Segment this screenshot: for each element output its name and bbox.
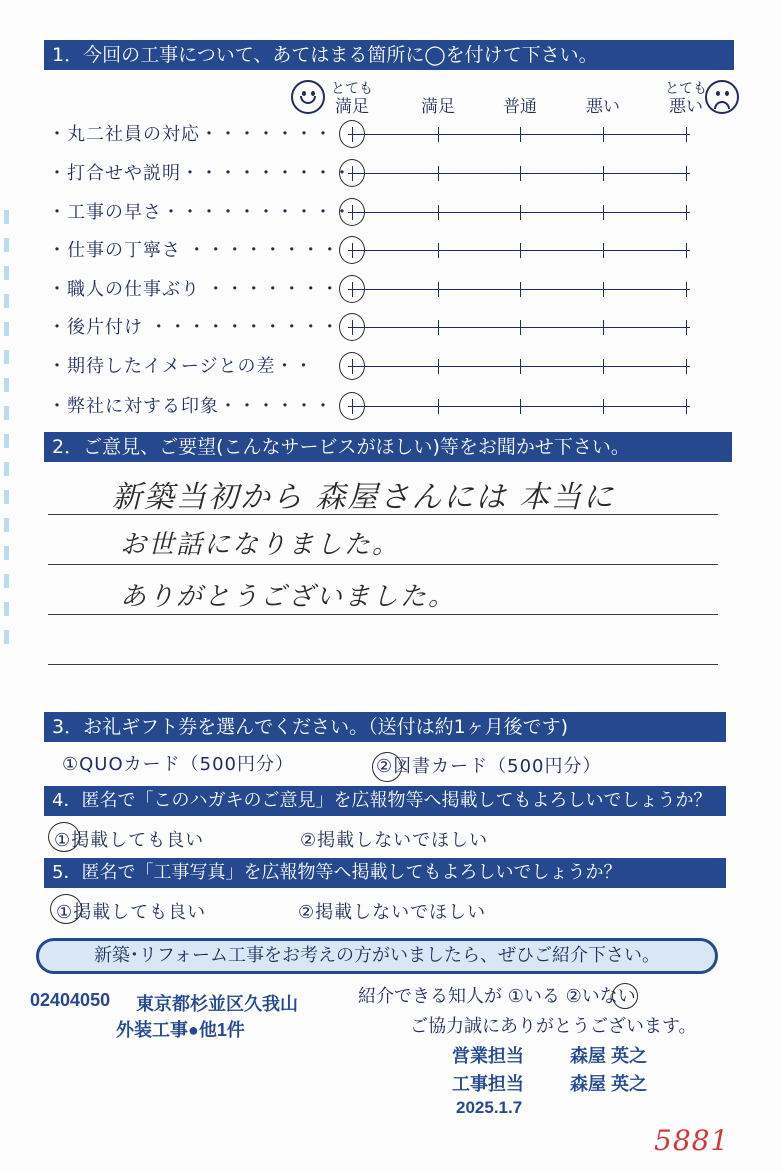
selection-circle [339, 236, 365, 264]
rating-tick-5[interactable] [686, 359, 687, 374]
photo-publish-no[interactable]: ②掲載しないでほしい [298, 902, 487, 923]
referral-question: 紹介できる知人が ①いる ②いない [358, 986, 636, 1007]
section3-heading: 3．お礼ギフト券を選んでください。（送付は約1ヶ月後です) [44, 712, 726, 742]
rating-tick-5[interactable] [686, 127, 687, 142]
rating-scale-line [348, 134, 690, 135]
rating-row [48, 392, 738, 422]
selection-circle [339, 352, 365, 380]
rating-tick-5[interactable] [686, 399, 687, 414]
scale-label: 満足 [421, 97, 455, 117]
rating-scale-line [348, 289, 690, 290]
works-name: 森屋 英之 [570, 1074, 648, 1094]
selection-circle [339, 313, 365, 341]
rating-tick-4[interactable] [603, 399, 604, 414]
selection-circle [339, 275, 365, 303]
rating-tick-3[interactable] [520, 127, 521, 142]
smiley-face-icon [291, 80, 325, 114]
gift-option-quo[interactable]: ①QUOカード（500円分） [62, 754, 295, 775]
rating-tick-3[interactable] [520, 243, 521, 258]
comment-publish-yes[interactable]: ①掲載しても良い [54, 830, 205, 851]
selection-circle [48, 822, 80, 852]
rating-scale-line [348, 173, 690, 174]
selection-circle [339, 198, 365, 226]
rating-tick-2[interactable] [438, 127, 439, 142]
rating-scale-line [348, 250, 690, 251]
comment-publish-no[interactable]: ②掲載しないでほしい [300, 830, 489, 851]
rating-question-label: ・職人の仕事ぶり ・・・・・・・ [48, 279, 340, 300]
section1-heading: 1．今回の工事について、あてはまる箇所に◯を付けて下さい。 [44, 40, 734, 70]
selection-circle [372, 752, 402, 782]
handwritten-comment-line3: ありがとうございました。 [120, 582, 457, 612]
edge-decoration [4, 210, 14, 730]
rating-row [48, 198, 738, 228]
works-label: 工事担当 [452, 1074, 524, 1094]
rating-question-label: ・期待したイメージとの差・・ [48, 356, 314, 377]
handwritten-comment-line1: 新築当初から 森屋さんには 本当に [112, 480, 616, 515]
selection-circle [339, 392, 365, 420]
rating-tick-3[interactable] [520, 359, 521, 374]
rating-tick-4[interactable] [603, 320, 604, 335]
rating-row [48, 159, 738, 189]
rating-row [48, 275, 738, 305]
rating-tick-3[interactable] [520, 399, 521, 414]
rating-tick-2[interactable] [438, 243, 439, 258]
rating-tick-4[interactable] [603, 243, 604, 258]
rating-scale-line [348, 212, 690, 213]
rating-row [48, 313, 738, 343]
rating-tick-3[interactable] [520, 205, 521, 220]
sales-name: 森屋 英之 [570, 1046, 648, 1066]
section4-heading: 4．匿名で「このハガキのご意見」を広報物等へ掲載してもよろしいでしょうか？ [44, 786, 726, 816]
rating-tick-2[interactable] [438, 399, 439, 414]
sales-label: 営業担当 [452, 1046, 524, 1066]
rating-question-label: ・丸二社員の対応・・・・・・・ [48, 124, 333, 145]
section2-heading: 2．ご意見、ご要望(こんなサービスがほしい)等をお聞かせ下さい。 [44, 432, 732, 462]
record-work: 外装工事●他1件 [116, 1020, 245, 1040]
selection-circle [339, 120, 365, 148]
selection-circle [50, 894, 82, 924]
rating-question-label: ・工事の早さ・・・・・・・・・・ [48, 202, 352, 223]
rating-tick-4[interactable] [603, 166, 604, 181]
handwritten-number-stamp: 5881 [654, 1124, 730, 1157]
rating-scale-line [348, 406, 690, 407]
rating-question-label: ・後片付け ・・・・・・・・・・ [48, 317, 340, 338]
selection-circle [612, 983, 638, 1009]
rating-tick-4[interactable] [603, 359, 604, 374]
ruled-line [48, 614, 718, 615]
scale-label: 悪い [586, 97, 620, 117]
rating-tick-2[interactable] [438, 282, 439, 297]
rating-tick-5[interactable] [686, 166, 687, 181]
rating-row [48, 236, 738, 266]
rating-tick-4[interactable] [603, 127, 604, 142]
rating-tick-3[interactable] [520, 282, 521, 297]
rating-question-label: ・仕事の丁寧さ ・・・・・・・・ [48, 240, 340, 261]
ruled-line [48, 564, 718, 565]
referral-thanks: ご協力誠にありがとうございます。 [410, 1016, 697, 1037]
rating-tick-2[interactable] [438, 359, 439, 374]
rating-tick-5[interactable] [686, 243, 687, 258]
rating-row [48, 120, 738, 150]
rating-scale-line [348, 327, 690, 328]
rating-tick-2[interactable] [438, 205, 439, 220]
referral-banner: 新築･リフォーム工事をお考えの方がいましたら、ぜひご紹介下さい。 [36, 938, 718, 974]
rating-tick-3[interactable] [520, 166, 521, 181]
rating-question-label: ・弊社に対する印象・・・・・・ [48, 396, 333, 417]
rating-row [48, 352, 738, 382]
photo-publish-yes[interactable]: ①掲載しても良い [56, 902, 207, 923]
scale-label: 普通 [503, 97, 537, 117]
rating-question-label: ・打合せや説明・・・・・・・・・ [48, 163, 352, 184]
record-id: 02404050 [30, 990, 111, 1010]
rating-tick-5[interactable] [686, 320, 687, 335]
rating-tick-5[interactable] [686, 282, 687, 297]
gift-option-tosho[interactable]: ②図書カード（500円分） [376, 756, 602, 777]
record-address: 東京都杉並区久我山 [136, 994, 298, 1014]
scale-label: とても 満足 [331, 81, 373, 117]
handwritten-comment-line2: お世話になりました。 [120, 530, 401, 560]
rating-tick-2[interactable] [438, 166, 439, 181]
rating-tick-3[interactable] [520, 320, 521, 335]
rating-tick-4[interactable] [603, 205, 604, 220]
ruled-line [48, 664, 718, 665]
rating-scale-line [348, 366, 690, 367]
selection-circle [339, 159, 365, 187]
rating-tick-2[interactable] [438, 320, 439, 335]
rating-tick-4[interactable] [603, 282, 604, 297]
survey-date: 2025.1.7 [456, 1098, 523, 1117]
section5-heading: 5．匿名で「工事写真」を広報物等へ掲載してもよろしいでしょうか？ [44, 858, 726, 888]
rating-tick-5[interactable] [686, 205, 687, 220]
scale-label: とても 悪い [665, 81, 707, 117]
